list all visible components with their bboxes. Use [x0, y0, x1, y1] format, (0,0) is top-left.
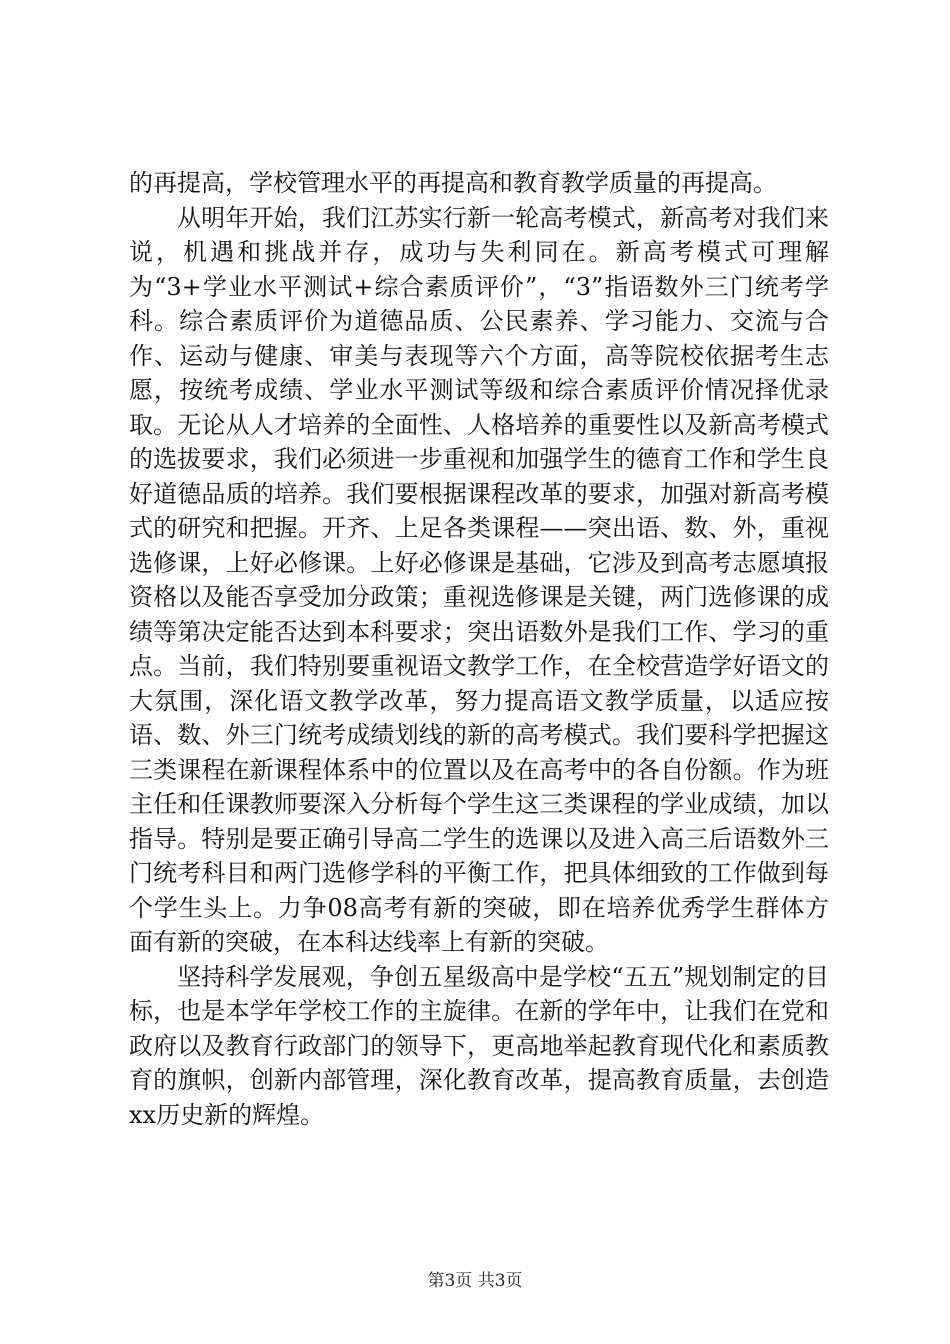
- paragraph-3: 坚持科学发展观，争创五星级高中是学校“五五”规划制定的目标，也是本学年学校工作的主旋律。在新的学年中，让我们在党和政府以及教育行政部门的领导下，更高地举起教育现代化和素质教育的旗帜，创新内部管理，深化教育改革，提高教育质量，去创造xx历史新的辉煌。: [129, 962, 829, 1129]
- paragraph-1: 的再提高，学校管理水平的再提高和教育教学质量的再提高。: [129, 169, 777, 197]
- page-footer: 第3页 共3页: [427, 1271, 523, 1291]
- document-body: [129, 166, 829, 1132]
- paragraph-2: 从明年开始，我们江苏实行新一轮高考模式，新高考对我们来说，机遇和挑战并存，成功与失利同在。新高考模式可理解为“3+学业水平测试+综合素质评价”，“3”指语数外三门统考学科。综合素质评价为道德品质、公民素养、学习能力、交流与合作、运动与健康、审美与表现等六个方面，高等院校依据考生志愿，按统考成绩、学业水平测试等级和综合素质评价情况择优录取。无论从人才培养的全面性、人格培养的重要性以及新高考模式的选拔要求，我们必须进一步重视和加强学生的德育工作和学生良好道德品质的培养。我们要根据课程改革的要求，加强对新高考模式的研究和把握。开齐、上足各类课程——突出语、数、外，重视选修课，上好必修课。上好必修课是基础，它涉及到高考志愿填报资格以及能否享受加分政策；重视选修课是关键，两门选修课的成绩等第决定能否达到本科要求；突出语数外是我们工作、学习的重点。当前，我们特别要重视语文教学工作，在全校营造学好语文的大氛围，深化语文教学改革，努力提高语文教学质量，以适应按语、数、外三门统考成绩划线的新的高考模式。我们要科学把握这三类课程在新课程体系中的位置以及在高考中的各自份额。作为班主任和任课教师要深入分析每个学生这三类课程的学业成绩，加以指导。特别是要正确引导高二学生的选课以及进入高三后语数外三门统考科目和两门选修学科的平衡工作，把具体细致的工作做到每个学生头上。力争08高考有新的突破，即在培养优秀学生群体方面有新的突破，在本科达线率上有新的突破。: [129, 203, 829, 956]
